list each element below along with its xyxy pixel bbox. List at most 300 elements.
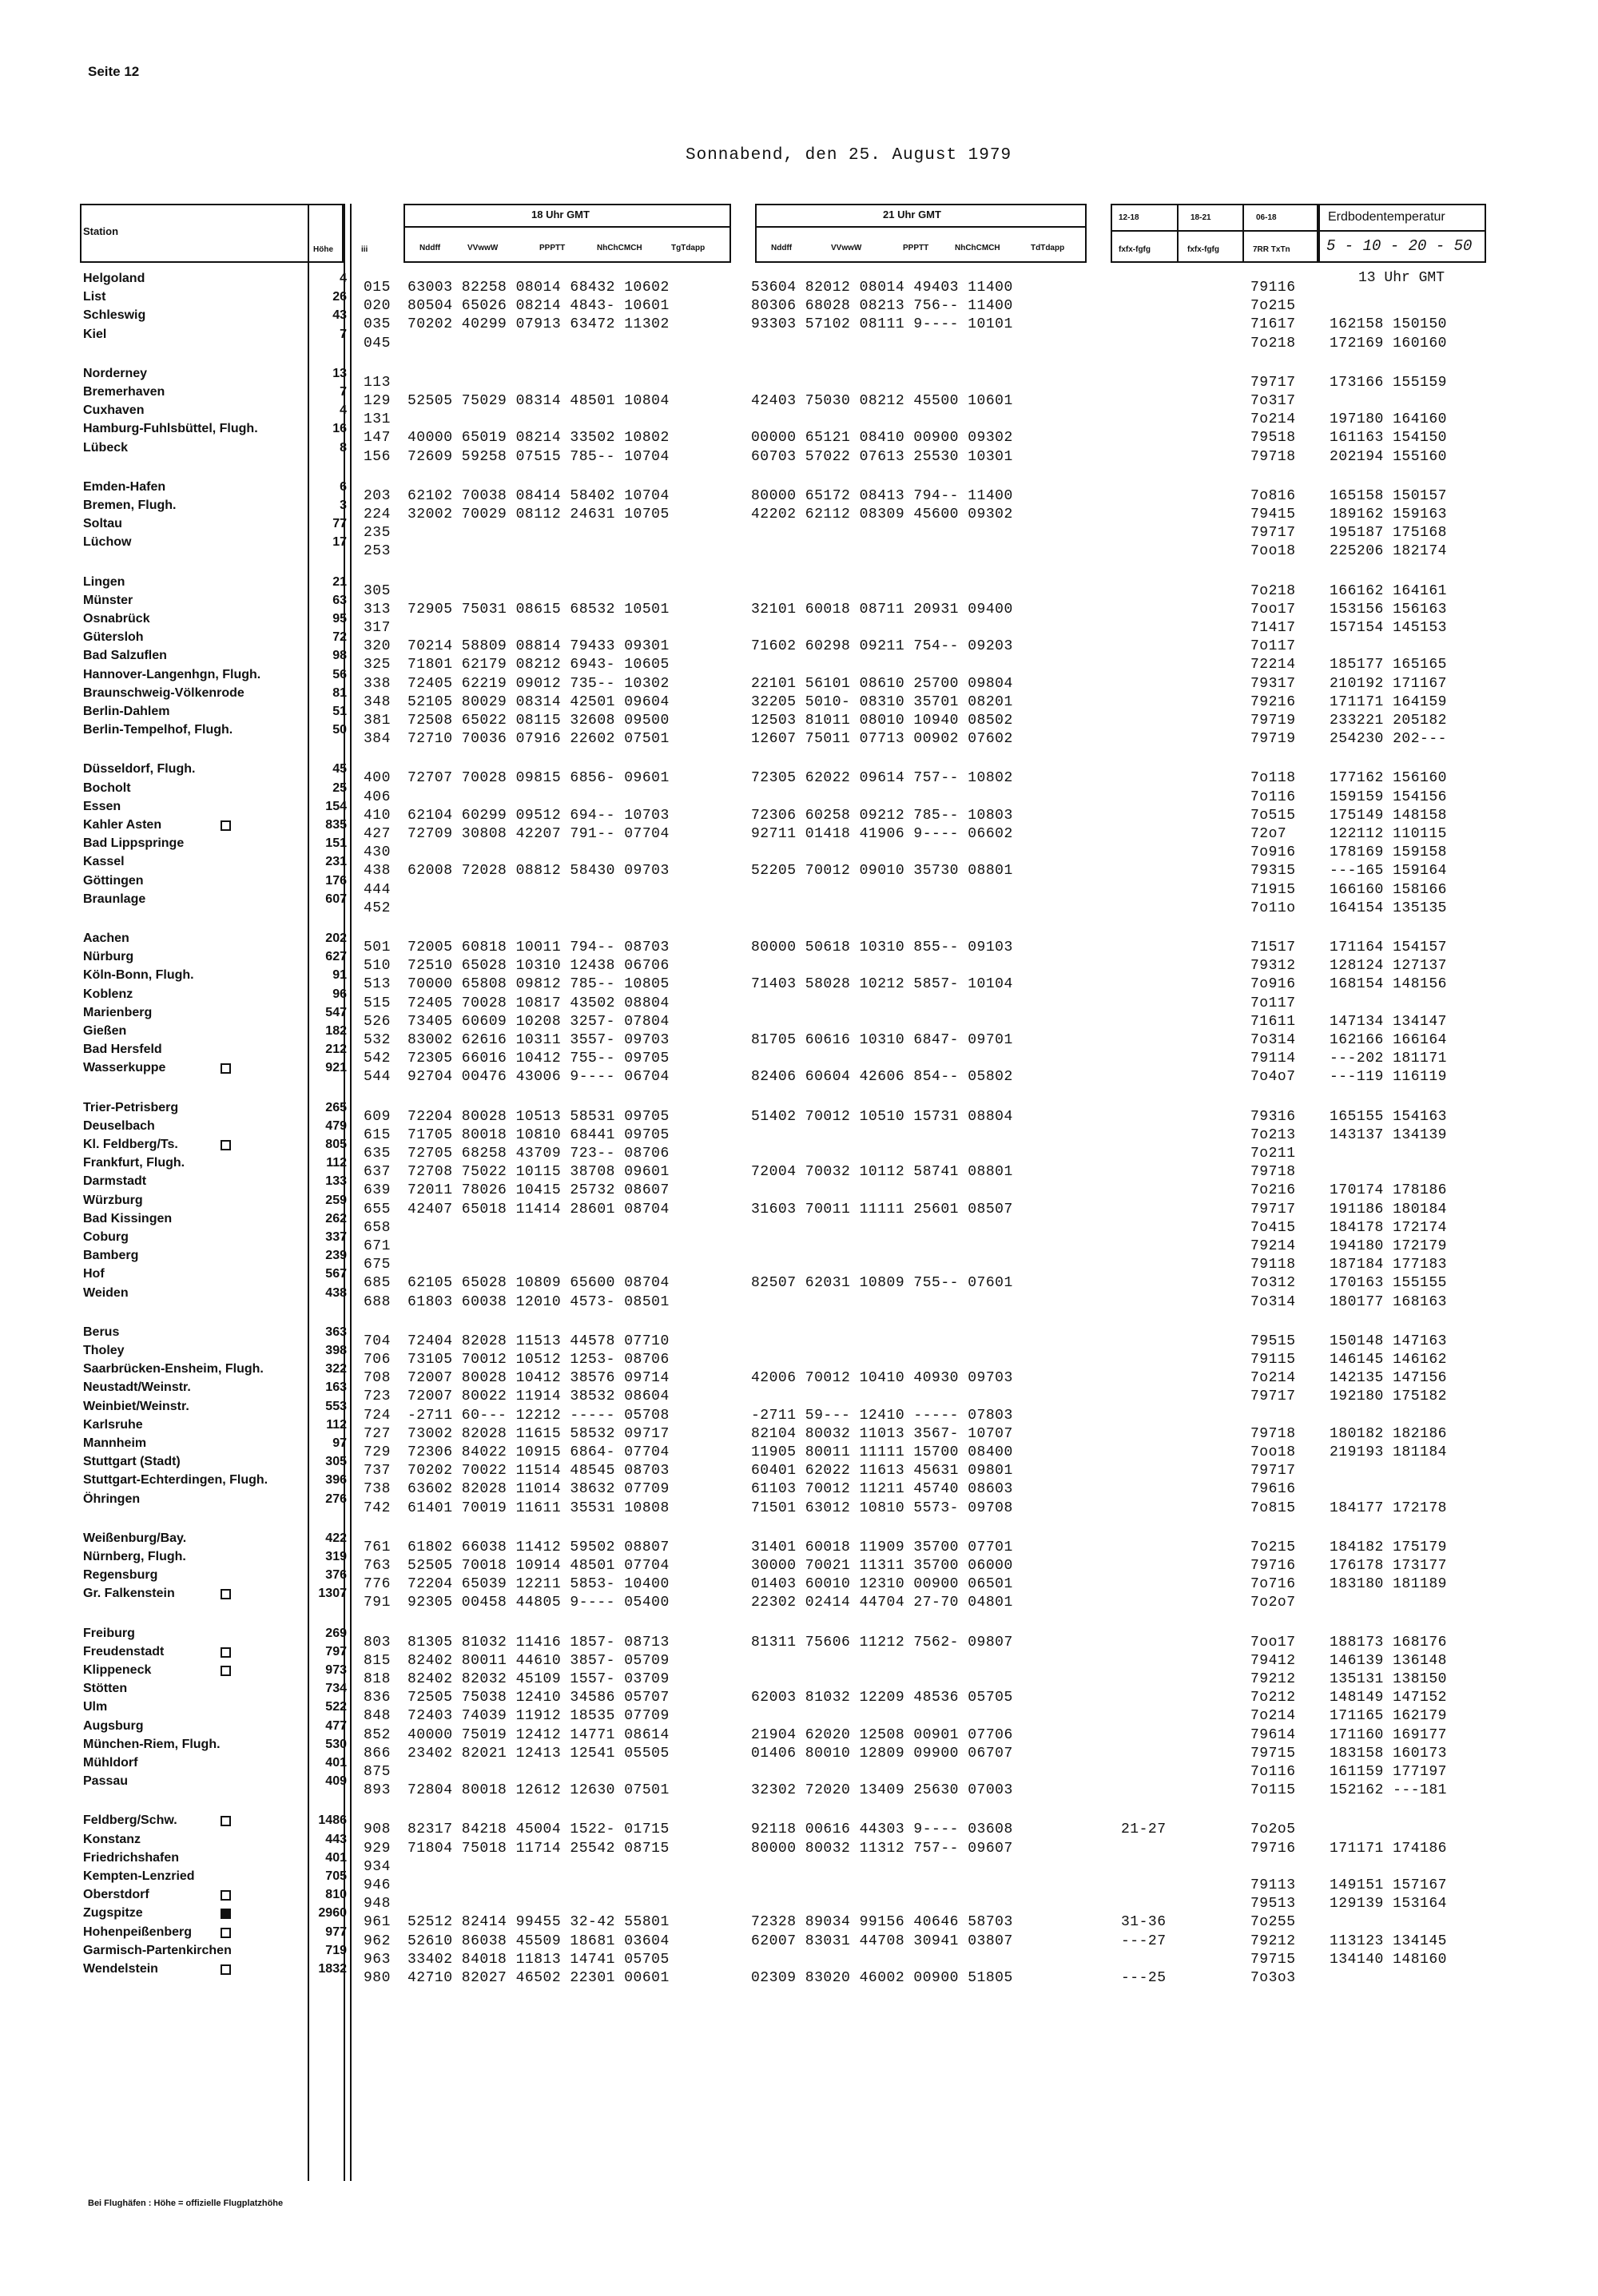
station-name: Mannheim: [83, 1436, 147, 1450]
data-row: [0, 1426, 1598, 1444]
obs-18-utc: 63003 82258 08014 68432 10602: [407, 280, 670, 296]
extreme-temp-group: 79116: [1250, 280, 1296, 296]
obs-21-utc: 32205 5010- 08310 35701 08201: [751, 693, 1013, 710]
header-erdboden-divider: [1318, 230, 1486, 232]
data-row: [0, 1238, 1598, 1256]
data-row: [0, 1333, 1598, 1351]
extreme-temp-group: 79716: [1250, 1558, 1296, 1574]
data-row: [0, 1481, 1598, 1499]
station-name: Freudenstadt: [83, 1644, 165, 1658]
extreme-temp-group: 79312: [1250, 958, 1296, 975]
station-height: 805: [325, 1138, 347, 1151]
data-row: [0, 958, 1598, 975]
footnote: Bei Flughäfen : Höhe = offizielle Flugplatzhöhe: [88, 2199, 284, 2208]
station-index: 427: [364, 826, 391, 842]
station-height: 154: [325, 799, 347, 813]
extreme-temp-group: 79715: [1250, 1951, 1296, 1968]
station-index: 908: [364, 1821, 391, 1838]
data-row: [0, 336, 1598, 353]
soil-temperature: 171171 174186: [1330, 1840, 1447, 1857]
station-name: Stötten: [83, 1682, 128, 1696]
obs-21-utc: 82507 62031 10809 755-- 07601: [751, 1275, 1013, 1292]
station-height: 479: [325, 1118, 347, 1133]
obs-21-utc: 31603 70011 11111 25601 08507: [751, 1201, 1013, 1218]
station-name: Braunschweig-Völkenrode: [83, 685, 244, 700]
station-index: 675: [364, 1257, 391, 1273]
station-index: 400: [364, 770, 391, 787]
data-row: [0, 1539, 1598, 1557]
station-name: Friedrichshafen: [83, 1850, 180, 1865]
extreme-temp-group: 7o215: [1250, 298, 1296, 315]
obs-21-utc: 22101 56101 08610 25700 09804: [751, 675, 1013, 692]
extreme-temp-group: 79715: [1250, 1745, 1296, 1762]
station-index: 948: [364, 1896, 391, 1913]
obs-21-utc: 82406 60604 42606 854-- 05802: [751, 1069, 1013, 1086]
station-index: 852: [364, 1726, 391, 1743]
station-height: 422: [325, 1531, 347, 1545]
station-name: Essen: [83, 799, 121, 813]
station-index: 501: [364, 939, 391, 955]
extreme-temp-group: 7o916: [1250, 844, 1296, 861]
extreme-temp-group: 7o515: [1250, 807, 1296, 824]
extreme-temp-group: 7o215: [1250, 1539, 1296, 1555]
obs-21-utc: 72328 89034 99156 40646 58703: [751, 1914, 1013, 1931]
soil-temperature: 185177 165165: [1330, 657, 1447, 673]
station-index: 305: [364, 582, 391, 599]
station-name: Konstanz: [83, 1832, 141, 1846]
soil-temperature: 122112 110115: [1330, 826, 1447, 842]
obs-18-utc: 61803 60038 12010 4573- 08501: [407, 1293, 670, 1310]
data-row: [0, 393, 1598, 411]
soil-temperature: 197180 164160: [1330, 411, 1447, 428]
obs-18-utc: 82402 80011 44610 3857- 05709: [407, 1652, 670, 1669]
soil-temperature: 162166 166164: [1330, 1032, 1447, 1048]
soil-temperature: 164154 135135: [1330, 900, 1447, 916]
obs-18-utc: 71705 80018 10810 68441 09705: [407, 1126, 670, 1143]
station-index: 348: [364, 693, 391, 710]
data-row: [0, 882, 1598, 900]
obs-18-utc: 72204 65039 12211 5853- 10400: [407, 1576, 670, 1593]
soil-temperature: 194180 172179: [1330, 1238, 1447, 1254]
soil-temperature: 254230 202---: [1330, 731, 1447, 748]
obs-21-utc: 01403 60010 12310 00900 06501: [751, 1576, 1013, 1593]
station-index: 706: [364, 1352, 391, 1368]
soil-temperature: 135131 138150: [1330, 1671, 1447, 1687]
data-row: [0, 844, 1598, 862]
extreme-temp-group: 7o4o7: [1250, 1069, 1296, 1086]
station-index: 704: [364, 1333, 391, 1349]
station-height: 96: [332, 987, 347, 1001]
data-row: [0, 1859, 1598, 1877]
soil-temperature: 176178 173177: [1330, 1558, 1447, 1574]
soil-temperature: 142135 147156: [1330, 1370, 1447, 1387]
header-21-title: 21 Uhr GMT: [883, 209, 941, 220]
soil-temperature: 184178 172174: [1330, 1219, 1447, 1236]
obs-18-utc: 80504 65026 08214 4843- 10601: [407, 298, 670, 315]
station-index: 776: [364, 1576, 391, 1593]
soil-temperature: 113123 134145: [1330, 1933, 1447, 1949]
data-row: [0, 1635, 1598, 1652]
data-row: [0, 1032, 1598, 1050]
soil-temperature: 161159 177197: [1330, 1764, 1447, 1780]
header-18-col3: PPPTT: [539, 244, 566, 252]
station-height: 56: [332, 667, 347, 681]
obs-21-utc: 72306 60258 09212 785-- 10803: [751, 807, 1013, 824]
extreme-temp-group: 7o3o3: [1250, 1970, 1296, 1986]
extreme-temp-group: 79118: [1250, 1257, 1296, 1273]
station-name: Koblenz: [83, 987, 133, 1001]
data-row: [0, 713, 1598, 730]
station-name: Passau: [83, 1774, 129, 1789]
obs-18-utc: 52610 86038 45509 18681 03604: [407, 1933, 670, 1949]
station-index: 526: [364, 1013, 391, 1030]
header-21-col1: Nddff: [771, 244, 793, 252]
obs-18-utc: 72007 80028 10412 38576 09714: [407, 1370, 670, 1387]
station-index: 724: [364, 1407, 391, 1424]
header-18-title: 18 Uhr GMT: [531, 209, 590, 220]
station-height: 401: [325, 1756, 347, 1770]
station-index: 438: [364, 863, 391, 880]
extreme-temp-group: 7o212: [1250, 1690, 1296, 1706]
data-row: [0, 430, 1598, 447]
station-name: Regensburg: [83, 1568, 158, 1583]
station-index: 131: [364, 411, 391, 428]
station-name: Oberstdorf: [83, 1888, 149, 1902]
station-index: 875: [364, 1764, 391, 1780]
data-row: [0, 1576, 1598, 1594]
station-name: Hannover-Langenhgn, Flugh.: [83, 667, 261, 681]
obs-18-utc: 72905 75031 08615 68532 10501: [407, 601, 670, 618]
data-row: [0, 676, 1598, 693]
obs-21-utc: 80000 65172 08413 794-- 11400: [751, 487, 1013, 504]
station-height: 262: [325, 1211, 347, 1225]
obs-18-utc: 72505 75038 12410 34586 05707: [407, 1690, 670, 1706]
data-row: [0, 1933, 1598, 1951]
obs-21-utc: 12607 75011 07713 00902 07602: [751, 731, 1013, 748]
station-index: 317: [364, 620, 391, 636]
soil-temperature: 175149 148158: [1330, 807, 1447, 824]
station-name: List: [83, 290, 106, 304]
soil-temperature: ---119 116119: [1330, 1069, 1447, 1086]
extreme-temp-group: 79614: [1250, 1726, 1296, 1743]
extreme-temp-group: 79718: [1250, 1164, 1296, 1181]
soil-temperature: 171164 154157: [1330, 939, 1447, 955]
data-row: [0, 1051, 1598, 1068]
station-height: 182: [325, 1024, 347, 1038]
station-height: 51: [332, 705, 347, 718]
soil-temperature: 159159 154156: [1330, 789, 1447, 805]
data-row: [0, 1352, 1598, 1369]
obs-18-utc: 42710 82027 46502 22301 00601: [407, 1970, 670, 1986]
station-index: 532: [364, 1032, 391, 1048]
header-18-col1: Nddff: [419, 244, 441, 252]
soil-temperature: 225206 182174: [1330, 543, 1447, 560]
station-name: Kiel: [83, 327, 107, 341]
soil-temperature: 153156 156163: [1330, 601, 1447, 618]
soil-temperature: ---165 159164: [1330, 863, 1447, 880]
obs-18-utc: 52105 80029 08314 42501 09604: [407, 693, 670, 710]
station-index: 452: [364, 900, 391, 916]
extreme-temp-group: 7o415: [1250, 1219, 1296, 1236]
obs-21-utc: 71403 58028 10212 5857- 10104: [751, 976, 1013, 993]
data-row: [0, 1896, 1598, 1913]
header-06-18-sub: 7RR TxTn: [1253, 245, 1290, 254]
station-height: 239: [325, 1249, 347, 1263]
station-index: 729: [364, 1444, 391, 1460]
obs-18-utc: 40000 65019 08214 33502 10802: [407, 430, 670, 447]
station-height: 265: [325, 1100, 347, 1114]
extreme-temp-group: 79616: [1250, 1481, 1296, 1498]
extreme-temp-group: 7o214: [1250, 1370, 1296, 1387]
extreme-temp-group: 7o916: [1250, 976, 1296, 993]
station-height: 530: [325, 1737, 347, 1751]
data-row: [0, 1109, 1598, 1126]
data-row: [0, 694, 1598, 712]
station-height: 719: [325, 1943, 347, 1957]
station-height: 151: [325, 836, 347, 851]
station-index: 045: [364, 335, 391, 352]
soil-temperature: 170163 155155: [1330, 1275, 1447, 1292]
header-21-col3: PPPTT: [903, 244, 929, 252]
obs-18-utc: 70214 58809 08814 79433 09301: [407, 638, 670, 655]
obs-18-utc: 62105 65028 10809 65600 08704: [407, 1275, 670, 1292]
obs-18-utc: 72306 84022 10915 6864- 07704: [407, 1444, 670, 1460]
header-divider-b: [1242, 204, 1244, 263]
obs-18-utc: 72403 74039 11912 18535 07709: [407, 1708, 670, 1725]
station-index: 015: [364, 280, 391, 296]
extreme-temp-group: 79315: [1250, 863, 1296, 880]
station-index: 147: [364, 430, 391, 447]
extreme-temp-group: 79717: [1250, 1201, 1296, 1218]
station-index: 708: [364, 1370, 391, 1387]
station-index: 513: [364, 976, 391, 993]
obs-18-utc: 71804 75018 11714 25542 08715: [407, 1840, 670, 1857]
soil-temperature: 128124 127137: [1330, 958, 1447, 975]
station-height: 26: [332, 290, 347, 304]
soil-temperature: 129139 153164: [1330, 1896, 1447, 1913]
station-name: Helgoland: [83, 272, 145, 285]
soil-temperature: 143137 134139: [1330, 1126, 1447, 1143]
station-index: 156: [364, 448, 391, 465]
header-18-col5: TgTdapp: [671, 244, 706, 252]
soil-temperature: 177162 156160: [1330, 770, 1447, 787]
obs-18-utc: 33402 84018 11813 14741 05705: [407, 1951, 670, 1968]
obs-18-utc: 61802 66038 11412 59502 08807: [407, 1539, 670, 1555]
extreme-temp-group: 7o115: [1250, 1782, 1296, 1799]
obs-21-utc: 42403 75030 08212 45500 10601: [751, 393, 1013, 409]
obs-21-utc: 01406 80010 12809 09900 06707: [751, 1745, 1013, 1762]
extreme-temp-group: 7o816: [1250, 487, 1296, 504]
station-height: 396: [325, 1473, 347, 1488]
soil-temperature: 183158 160173: [1330, 1745, 1447, 1762]
extreme-temp-group: 72214: [1250, 657, 1296, 673]
header-18-21-sub: fxfx-fgfg: [1187, 245, 1219, 254]
station-height: 607: [325, 892, 347, 906]
station-name: Ulm: [83, 1700, 108, 1714]
data-row: [0, 1182, 1598, 1200]
obs-18-utc: 72007 80022 11914 38532 08604: [407, 1388, 670, 1405]
soil-temperature: 157154 145153: [1330, 620, 1447, 636]
station-name: Kl. Feldberg/Ts.: [83, 1138, 178, 1151]
station-index: 836: [364, 1690, 391, 1706]
extreme-temp-group: 79719: [1250, 731, 1296, 748]
obs-18-utc: 92305 00458 44805 9---- 05400: [407, 1595, 670, 1611]
extreme-temp-group: 71417: [1250, 620, 1296, 636]
station-name: Hamburg-Fuhlsbüttel, Flugh.: [83, 422, 258, 436]
station-index: 615: [364, 1126, 391, 1143]
soil-temperature: 210192 171167: [1330, 675, 1447, 692]
station-name: Bad Hersfeld: [83, 1043, 162, 1057]
obs-18-utc: 52505 75029 08314 48501 10804: [407, 393, 670, 409]
soil-temperature: 173166 155159: [1330, 374, 1447, 391]
extreme-temp-group: 71617: [1250, 316, 1296, 333]
station-name: Tholey: [83, 1344, 125, 1357]
data-row: [0, 995, 1598, 1013]
obs-18-utc: 82317 84218 45004 1522- 01715: [407, 1821, 670, 1838]
obs-21-utc: 62007 83031 44708 30941 03807: [751, 1933, 1013, 1949]
station-index: 963: [364, 1951, 391, 1968]
obs-18-utc: 72404 82028 11513 44578 07710: [407, 1333, 670, 1349]
station-name: Deuselbach: [83, 1118, 155, 1133]
station-height: 810: [325, 1888, 347, 1902]
extreme-temp-group: 79717: [1250, 374, 1296, 391]
extreme-temp-group: 7o117: [1250, 638, 1296, 655]
station-name: Aachen: [83, 932, 129, 945]
station-name: Lübeck: [83, 440, 129, 455]
station-index: 818: [364, 1671, 391, 1687]
station-height: 4: [340, 403, 347, 418]
obs-18-utc: 73405 60609 10208 3257- 07804: [407, 1013, 670, 1030]
obs-21-utc: 61103 70012 11211 45740 08603: [751, 1481, 1013, 1498]
obs-18-utc: 72707 70028 09815 6856- 09601: [407, 770, 670, 787]
obs-18-utc: 72305 66016 10412 755-- 09705: [407, 1051, 670, 1067]
station-index: 688: [364, 1293, 391, 1310]
station-name: Hohenpeißenberg: [83, 1925, 193, 1939]
data-row: [0, 1069, 1598, 1086]
station-index: 544: [364, 1069, 391, 1086]
station-name: Karlsruhe: [83, 1417, 143, 1432]
obs-18-utc: 52512 82414 99455 32-42 55801: [407, 1914, 670, 1931]
station-height: 269: [325, 1626, 347, 1640]
obs-18-utc: 62104 60299 09512 694-- 10703: [407, 807, 670, 824]
obs-18-utc: 32002 70029 08112 24631 10705: [407, 506, 670, 522]
station-name: Freiburg: [83, 1626, 135, 1640]
obs-21-utc: 30000 70021 11311 35700 06000: [751, 1558, 1013, 1574]
data-row: [0, 1220, 1598, 1237]
station-name: Saarbrücken-Ensheim, Flugh.: [83, 1362, 264, 1376]
station-index: 866: [364, 1745, 391, 1762]
extreme-temp-group: 7o214: [1250, 1708, 1296, 1725]
station-index: 980: [364, 1970, 391, 1986]
data-row: [0, 525, 1598, 542]
station-index: 791: [364, 1595, 391, 1611]
obs-21-utc: 62003 81032 12209 48536 05705: [751, 1690, 1013, 1706]
obs-18-utc: 73105 70012 10512 1253- 08706: [407, 1352, 670, 1368]
station-name: Berlin-Dahlem: [83, 705, 170, 718]
station-height: 627: [325, 950, 347, 964]
data-row: [0, 1970, 1598, 1988]
station-height: 6: [340, 479, 347, 494]
data-row: [0, 1370, 1598, 1388]
obs-21-utc: 72305 62022 09614 757-- 10802: [751, 770, 1013, 787]
data-row: [0, 488, 1598, 506]
station-index: 761: [364, 1539, 391, 1555]
obs-18-utc: 72804 80018 12612 12630 07501: [407, 1782, 670, 1799]
station-name: Klippeneck: [83, 1663, 152, 1677]
data-row: [0, 1388, 1598, 1406]
obs-18-utc: 83002 62616 10311 3557- 09703: [407, 1032, 670, 1048]
extreme-temp-group: 7o815: [1250, 1500, 1296, 1516]
soil-temperature: 146145 146162: [1330, 1352, 1447, 1368]
obs-21-utc: 00000 65121 08410 00900 09302: [751, 430, 1013, 447]
station-index: 129: [364, 393, 391, 409]
data-row: [0, 1841, 1598, 1858]
data-row: [0, 1275, 1598, 1293]
extreme-temp-group: 71611: [1250, 1013, 1296, 1030]
header-station-block: [80, 204, 344, 263]
station-height: 977: [325, 1925, 347, 1939]
station-height: 43: [332, 308, 347, 323]
extreme-temp-group: 72o7: [1250, 826, 1287, 842]
header-spitzen-divider: [1111, 230, 1318, 232]
extreme-temp-group: 7o116: [1250, 789, 1296, 805]
station-name: München-Riem, Flugh.: [83, 1737, 221, 1751]
station-height: 50: [332, 723, 347, 737]
station-name: Lüchow: [83, 535, 132, 550]
extreme-temp-group: 7o11o: [1250, 900, 1296, 916]
station-name: Trier-Petrisberg: [83, 1100, 179, 1114]
soil-temperature: 178169 159158: [1330, 844, 1447, 861]
data-row: [0, 316, 1598, 334]
station-height: 91: [332, 968, 347, 983]
station-name: Marienberg: [83, 1005, 153, 1019]
soil-temperature: 171160 169177: [1330, 1726, 1447, 1743]
station-index: 655: [364, 1201, 391, 1218]
station-name: Bocholt: [83, 781, 131, 795]
extreme-temp-group: 79212: [1250, 1671, 1296, 1687]
station-name: Bad Lippspringe: [83, 836, 185, 851]
obs-21-utc: 32101 60018 08711 20931 09400: [751, 601, 1013, 618]
data-row: [0, 1444, 1598, 1462]
obs-18-utc: 40000 75019 12412 14771 08614: [407, 1726, 670, 1743]
station-height: 45: [332, 762, 347, 777]
station-height: 163: [325, 1380, 347, 1395]
extreme-temp-group: 79214: [1250, 1238, 1296, 1254]
soil-temperature: 188173 168176: [1330, 1634, 1447, 1650]
station-index: 515: [364, 995, 391, 1011]
extreme-temp-group: 7o214: [1250, 411, 1296, 428]
station-height: 112: [326, 1417, 347, 1432]
station-height: 72: [332, 630, 347, 645]
station-height: 77: [332, 517, 347, 531]
station-index: 113: [364, 374, 391, 391]
soil-temperature: 172169 160160: [1330, 335, 1447, 352]
soil-temperature: 184177 172178: [1330, 1500, 1447, 1516]
data-row: [0, 1671, 1598, 1689]
obs-18-utc: 62102 70038 08414 58402 10704: [407, 487, 670, 504]
soil-temperature: 195187 175168: [1330, 525, 1447, 542]
station-height: 734: [325, 1682, 347, 1696]
extreme-temp-group: 7oo17: [1250, 1634, 1296, 1650]
data-row: [0, 1952, 1598, 1969]
station-height: 276: [325, 1492, 347, 1506]
station-name: Bremen, Flugh.: [83, 499, 177, 512]
obs-18-utc: 81305 81032 11416 1857- 08713: [407, 1634, 670, 1650]
obs-18-utc: 72705 68258 43709 723-- 08706: [407, 1146, 670, 1162]
station-index: 815: [364, 1652, 391, 1669]
station-name: Münster: [83, 593, 133, 607]
extreme-temp-group: 7o2o7: [1250, 1595, 1296, 1611]
